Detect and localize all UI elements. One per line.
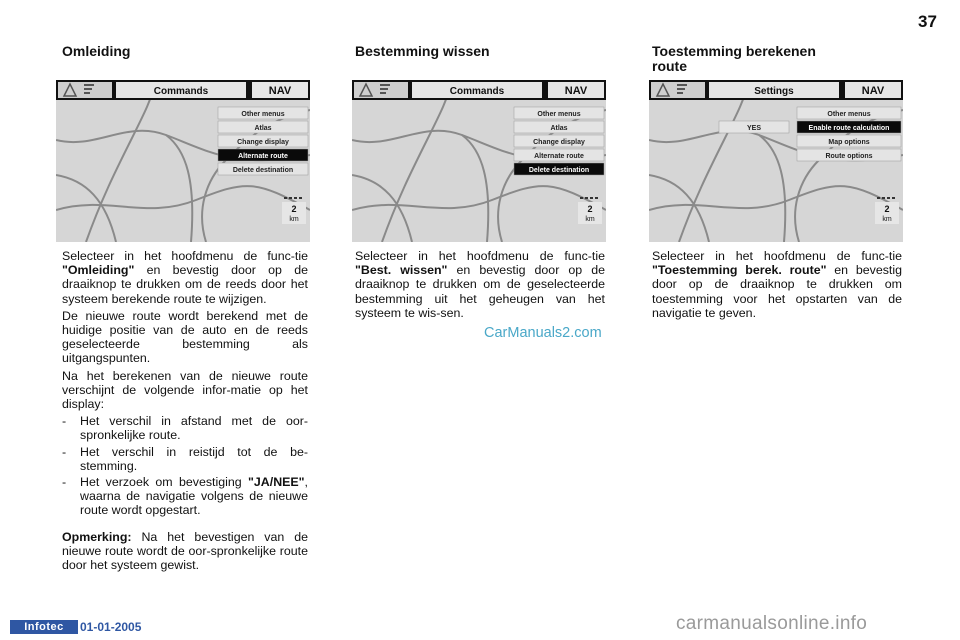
paragraph <box>355 249 605 320</box>
text-run: Selecteer in het hoofdmenu de func-tie <box>62 249 308 263</box>
section-text-bestemming-wissen <box>355 249 605 323</box>
scale-value: 2 <box>587 204 593 214</box>
list-item-text: Het verschil in afstand met de oor-spronkelijke route. <box>80 414 308 443</box>
yes-label: YES <box>746 125 762 132</box>
menu-item-label: Enable route calculation <box>808 125 890 132</box>
menu-item-label: Map options <box>828 139 870 146</box>
nav-label: NAV <box>564 85 588 97</box>
scale-unit: km <box>585 216 595 223</box>
dash-bullet: - <box>62 444 67 459</box>
text-run: en bevestig door op de draaiknop te drukken om de reeds door het systeem berekende route te wijzigen. <box>62 263 308 306</box>
list-item-text <box>80 475 308 518</box>
note-label: Opmerking: <box>62 529 132 544</box>
menu-item-label: Delete destination <box>232 167 294 174</box>
footer-date: 01-01-2005 <box>80 620 142 634</box>
nav-screen-graphic <box>56 80 310 242</box>
screen-header-label: Settings <box>754 86 794 97</box>
scale-value: 2 <box>884 204 890 214</box>
paragraph <box>652 249 902 320</box>
menu-item-label: Atlas <box>254 125 272 132</box>
dash-bullet: - <box>62 475 67 490</box>
section-title-omleiding: Omleiding <box>62 43 131 59</box>
watermark: CarManuals2.com <box>484 325 602 341</box>
nav-screen-graphic <box>352 80 606 242</box>
scale-unit: km <box>289 216 299 223</box>
list-item <box>62 475 308 518</box>
list-item-text: Het verschil in reistijd tot de be-stemming. <box>80 444 308 473</box>
section-text-omleiding <box>62 249 308 575</box>
paragraph: Na het berekenen van de nieuwe route verschijnt de volgende infor-matie op het display: <box>62 368 308 412</box>
section-text-toestemming <box>652 249 902 323</box>
nav-screen-bestemming-wissen <box>352 80 606 242</box>
menu-item-label: Delete destination <box>528 167 590 174</box>
menu-item-label: Atlas <box>550 125 568 132</box>
function-name: "Best. wissen" <box>355 263 448 278</box>
text-run: Het verzoek om bevestiging <box>80 475 249 490</box>
title-line: Toestemming berekenen <box>652 43 816 59</box>
title-line: route <box>652 58 687 74</box>
note-text: Na het bevestigen van de nieuwe route wordt de oor-spronkelijke route door het systeem gewist. <box>62 529 308 573</box>
nav-label: NAV <box>268 85 292 97</box>
list-item <box>62 445 308 473</box>
screen-header-label: Commands <box>153 86 209 97</box>
menu-item-label: Other menus <box>537 111 581 118</box>
page-number: 37 <box>918 12 937 31</box>
nav-screen-toestemming <box>649 80 903 242</box>
scale-value: 2 <box>291 204 297 214</box>
section-title-bestemming-wissen: Bestemming wissen <box>355 43 490 59</box>
nav-screen-graphic <box>649 80 903 242</box>
function-name: "Toestemming berek. route" <box>652 263 827 278</box>
text-run: en bevestig door op de draaiknop te drukken om toestemming voor het opstarten van de navigatie te geven. <box>652 263 902 320</box>
menu-item-label: Change display <box>533 139 585 146</box>
menu-item-label: Alternate route <box>534 153 584 160</box>
text-run: en bevestig door op de draaiknop te drukken om de geselecteerde bestemming uit het geheugen van het systeem te wis-sen. <box>355 263 605 320</box>
nav-label: NAV <box>861 85 885 97</box>
text-run: , waarna de navigatie volgens de nieuwe route wordt opgestart. <box>80 475 308 518</box>
function-name: "Omleiding" <box>62 263 135 278</box>
nav-screen-omleiding <box>56 80 310 242</box>
dash-bullet: - <box>62 414 67 429</box>
menu-item-label: Other menus <box>241 111 285 118</box>
scale-unit: km <box>882 216 892 223</box>
text-run: Selecteer in het hoofdmenu de func-tie <box>652 249 902 263</box>
section-title-toestemming <box>652 44 816 74</box>
footer-site-watermark: carmanualsonline.info <box>676 613 868 634</box>
list-item <box>62 414 308 442</box>
function-name: "JA/NEE" <box>248 475 305 490</box>
paragraph <box>62 249 308 306</box>
menu-item-label: Change display <box>237 139 289 146</box>
menu-item-label: Alternate route <box>238 153 288 160</box>
infotec-badge: Infotec <box>10 620 78 634</box>
menu-item-label: Other menus <box>827 111 871 118</box>
note <box>62 530 308 573</box>
menu-item-label: Route options <box>825 153 873 160</box>
paragraph: De nieuwe route wordt berekend met de huidige positie van de auto en de reeds geselecteerde bestemming als uitgangspunten. <box>62 308 308 366</box>
screen-header-label: Commands <box>449 86 505 97</box>
text-run: Selecteer in het hoofdmenu de func-tie <box>355 249 605 263</box>
